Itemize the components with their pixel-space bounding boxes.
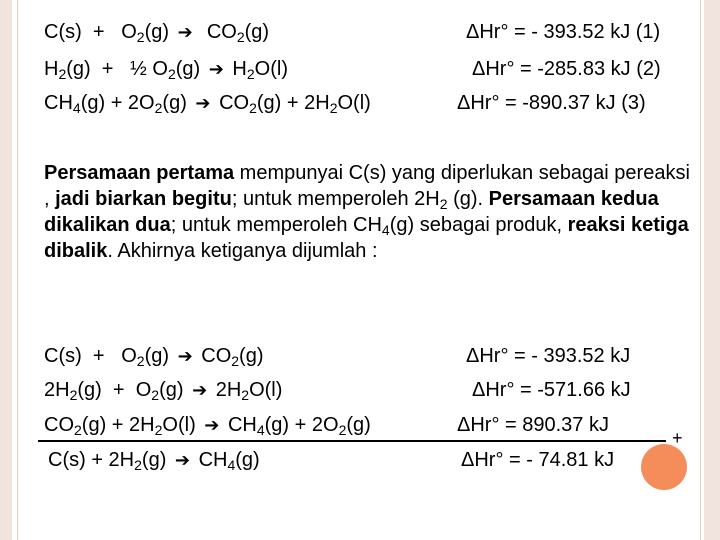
slide-frame-line-left [17,0,18,540]
text: ; untuk memperoleh 2H [231,188,440,210]
subscript: 2 [439,196,448,212]
eq1-lhs: $C(s) + O_2(g)$ [44,21,170,45]
text: ; untuk memperoleh CH [170,214,382,236]
arrow-icon: ➔ [192,380,208,400]
arrow-icon: ➔ [177,22,193,42]
eq2-enthalpy: ΔHr° = -285.83 kJ (2) [472,58,661,80]
plus-sign: + [672,428,683,448]
eq3-rhs: $CO_2(g) + 2H_2O(l)$ [219,92,371,116]
text-bold: Persamaan pertama [44,162,235,184]
text-bold: reaksi ketiga dibalik [44,214,689,262]
text: . Akhirnya ketiganya dijumlah : [107,240,378,262]
result-enthalpy: ΔHr° = - 74.81 kJ [461,449,615,471]
slide-frame-right [704,0,720,540]
eq1-rhs: $CO_2(g)$ [201,21,270,45]
equation-1 [44,20,269,44]
equation-2 [44,57,288,81]
text: (g). [447,188,489,210]
arrow-icon: ➔ [174,450,191,470]
slide-frame-line-right [700,0,701,540]
arrow-icon: ➔ [204,415,220,435]
eq3-lhs: $CH_4(g) + 2O_2(g)$ [44,92,187,116]
equation-3 [44,91,371,115]
arrow-icon: ➔ [208,59,224,79]
text-bold: Persamaan kedua dikalikan dua [44,188,659,236]
equation-5: $2H_2(g) + O_2(g)$ ➔ $2H_2O(l)$ [44,379,283,403]
explanation-paragraph [44,160,696,264]
decorative-circle [641,444,687,490]
equation-4: $C(s) + O_2(g)$ ➔ $CO_2(g)$ [44,345,264,369]
arrow-icon: ➔ [195,93,211,113]
eq2-rhs: $H_2O(l)$ [232,58,288,82]
eq5-enthalpy: ΔHr° = -571.66 kJ [472,379,631,401]
text: (g) sebagai produk, [389,214,568,236]
text: mempunyai C(s) yang diperlukan sebagai pereaksi , [44,162,690,210]
slide-frame-left [0,0,12,540]
eq3-enthalpy: ΔHr° = -890.37 kJ (3) [457,92,646,114]
eq2-lhs: $H_2(g)$ + ½ $O_2(g)$ [44,58,201,82]
sum-divider-line [38,440,666,442]
eq4-enthalpy: ΔHr° = - 393.52 kJ [466,345,631,367]
eq6-enthalpy: ΔHr° = 890.37 kJ [457,414,609,436]
equation-result: $C(s) + 2H_2(g)$ ➔ $CH_4(g)$ [48,449,260,473]
subscript: 4 [381,222,390,238]
text-bold: jadi biarkan begitu [55,188,232,210]
equation-6: $CO_2(g) + 2H_2O(l)$ ➔ $CH_4(g) + 2O_2(g)$ [44,414,371,438]
eq1-enthalpy: ΔHr° = - 393.52 kJ (1) [466,21,661,43]
arrow-icon: ➔ [177,346,193,366]
